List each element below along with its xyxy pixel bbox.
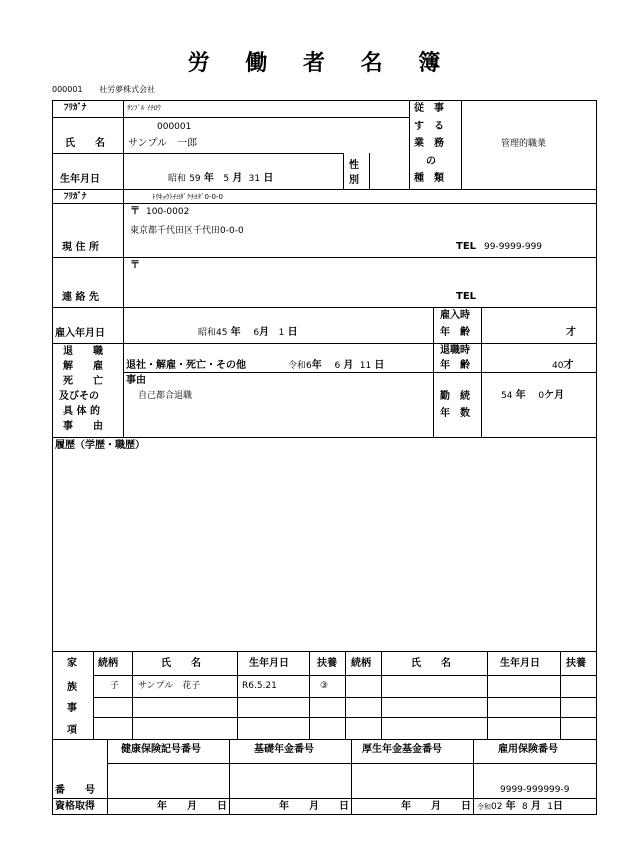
- page-title: 労 働 者 名 簿: [187, 51, 455, 76]
- leave-age-label-2: 年 齢: [440, 360, 470, 371]
- grid-line: [343, 153, 344, 189]
- hire-age-unit: 才: [566, 327, 576, 338]
- grid-line: [409, 100, 410, 189]
- acquired-pension: 年 月 日: [279, 801, 349, 812]
- grid-line: [52, 739, 597, 740]
- grid-line: [52, 189, 597, 190]
- family-label-4: 項: [67, 725, 77, 736]
- leave-age-label-1: 退職時: [440, 345, 470, 356]
- family-name: サンプル 花子: [138, 681, 201, 691]
- employment-ins-number: 9999-999999-9: [500, 785, 570, 795]
- family-label-3: 事: [67, 703, 77, 714]
- grid-line: [52, 437, 597, 438]
- grid-line: [351, 739, 352, 814]
- grid-line: [52, 100, 597, 101]
- company-name: 社労夢株式会社: [99, 85, 156, 94]
- addr-furigana: ﾄｳｷｮｳﾄﾁﾖﾀﾞｸﾁﾖﾀﾞ0-0-0: [152, 193, 223, 201]
- job-type: 管理的職業: [501, 139, 547, 149]
- history-label: 履歴（学歴・職歴）: [55, 440, 145, 451]
- tel-label: TEL: [456, 241, 477, 252]
- address: 東京都千代田区千代田0-0-0: [130, 226, 244, 236]
- postal-code: 100-0002: [146, 207, 190, 217]
- acquired-label: 資格取得: [55, 801, 95, 812]
- grid-line: [52, 798, 597, 799]
- birth-label: 生年月日: [60, 174, 100, 185]
- grid-line: [107, 763, 597, 764]
- leave-age: 40才: [552, 360, 574, 371]
- ins-col-pension: 基礎年金番号: [254, 744, 314, 755]
- grid-line: [487, 651, 488, 739]
- hire-date: 昭和45 年 6月 1 日: [198, 327, 298, 338]
- leave-date: 令和6年 6 月 11 日: [288, 360, 385, 371]
- ins-col-employment: 雇用保険番号: [498, 744, 558, 755]
- employee-code: 000001: [157, 122, 192, 132]
- header-info: [52, 84, 169, 95]
- grid-line: [345, 651, 346, 739]
- hire-date-label: 雇入年月日: [55, 328, 105, 339]
- number-label: 番 号: [55, 785, 95, 796]
- grid-line: [52, 307, 597, 308]
- acquired-employment: 令和02 年 8 月 1日: [477, 801, 564, 812]
- hire-age-label-1: 雇入時: [440, 310, 470, 321]
- family-birth: R6.5.21: [242, 681, 277, 691]
- grid-line: [237, 651, 238, 739]
- grid-line: [93, 651, 94, 739]
- leave-label-3: 死 亡: [63, 376, 103, 387]
- reason-text: 自己都合退職: [138, 391, 193, 401]
- name-label: 氏 名: [65, 138, 105, 149]
- grid-line: [52, 203, 597, 204]
- tenure-label-1: 勤 続: [440, 391, 470, 402]
- grid-line: [123, 372, 433, 373]
- family-dependent: ③: [320, 681, 329, 691]
- acquired-health: 年 月 日: [157, 801, 227, 812]
- ins-col-health: 健康保険記号番号: [121, 744, 201, 755]
- hire-age-label-2: 年 齢: [440, 327, 470, 338]
- job-label-1: 従 事: [414, 103, 444, 114]
- contact-label: 連 絡 先: [62, 292, 99, 303]
- grid-line: [473, 739, 474, 814]
- grid-line: [107, 739, 108, 814]
- job-label-2: す る: [414, 121, 444, 132]
- sex-label: 性 別: [349, 160, 359, 186]
- grid-line: [596, 100, 597, 814]
- tenure-value: 54 年 0ケ月: [501, 390, 565, 401]
- leave-label-2: 解 雇: [63, 361, 103, 372]
- grid-line: [52, 343, 597, 344]
- grid-line: [381, 651, 382, 739]
- leave-label-1: 退 職: [63, 346, 103, 357]
- reason-label-2: 具 体 的: [63, 406, 100, 417]
- employee-id: 000001: [52, 85, 83, 94]
- grid-line: [433, 372, 597, 373]
- furigana-label: ﾌﾘｶﾞﾅ: [64, 103, 87, 113]
- job-label-5: 種 類: [414, 173, 444, 184]
- grid-line: [309, 651, 310, 739]
- grid-line: [123, 100, 124, 437]
- tenure-label-2: 年 数: [440, 408, 470, 419]
- family-col-dep-1: 扶養: [317, 658, 337, 669]
- grid-line: [461, 100, 462, 189]
- family-col-rel-2: 続柄: [351, 658, 371, 669]
- postal-mark: 〒: [130, 206, 140, 217]
- tel-value: 99-9999-999: [484, 242, 543, 252]
- family-rel: 子: [110, 681, 120, 691]
- grid-line: [229, 739, 230, 814]
- family-label-2: 族: [67, 682, 77, 693]
- reason-head: 事由: [126, 375, 146, 386]
- employee-name: サンプル 一郎: [128, 138, 198, 149]
- contact-postal-mark: 〒: [130, 260, 140, 271]
- grid-line: [132, 651, 133, 739]
- family-col-rel-1: 続柄: [98, 658, 118, 669]
- job-label-3: 業 務: [414, 138, 444, 149]
- acquired-fund: 年 月 日: [401, 801, 471, 812]
- grid-line: [560, 651, 561, 739]
- contact-tel-label: TEL: [456, 291, 477, 302]
- grid-line: [369, 153, 370, 189]
- address-label: 現 住 所: [62, 242, 99, 253]
- job-label-4: の: [426, 156, 436, 167]
- family-col-name-2: 氏 名: [411, 658, 451, 669]
- birth-date: 昭和 59 年 5 月 31 日: [168, 173, 274, 184]
- name-furigana: ｻﾝﾌﾟﾙ ｲﾁﾛｳ: [127, 104, 161, 112]
- reason-label-1: 及びその: [59, 391, 99, 402]
- grid-line: [52, 117, 410, 118]
- family-col-birth-1: 生年月日: [249, 658, 289, 669]
- grid-line: [52, 153, 344, 154]
- family-label-1: 家: [67, 658, 77, 669]
- leave-type: 退社・解雇・死亡・その他: [126, 360, 246, 371]
- family-col-name-1: 氏 名: [161, 658, 201, 669]
- addr-furigana-label: ﾌﾘｶﾞﾅ: [64, 192, 87, 202]
- grid-line: [52, 257, 597, 258]
- family-col-birth-2: 生年月日: [500, 658, 540, 669]
- ins-col-fund: 厚生年金基金番号: [362, 744, 442, 755]
- grid-line: [52, 814, 597, 815]
- grid-line: [52, 100, 53, 814]
- grid-line: [52, 651, 597, 652]
- reason-label-3: 事 由: [63, 421, 103, 432]
- family-col-dep-2: 扶養: [566, 658, 586, 669]
